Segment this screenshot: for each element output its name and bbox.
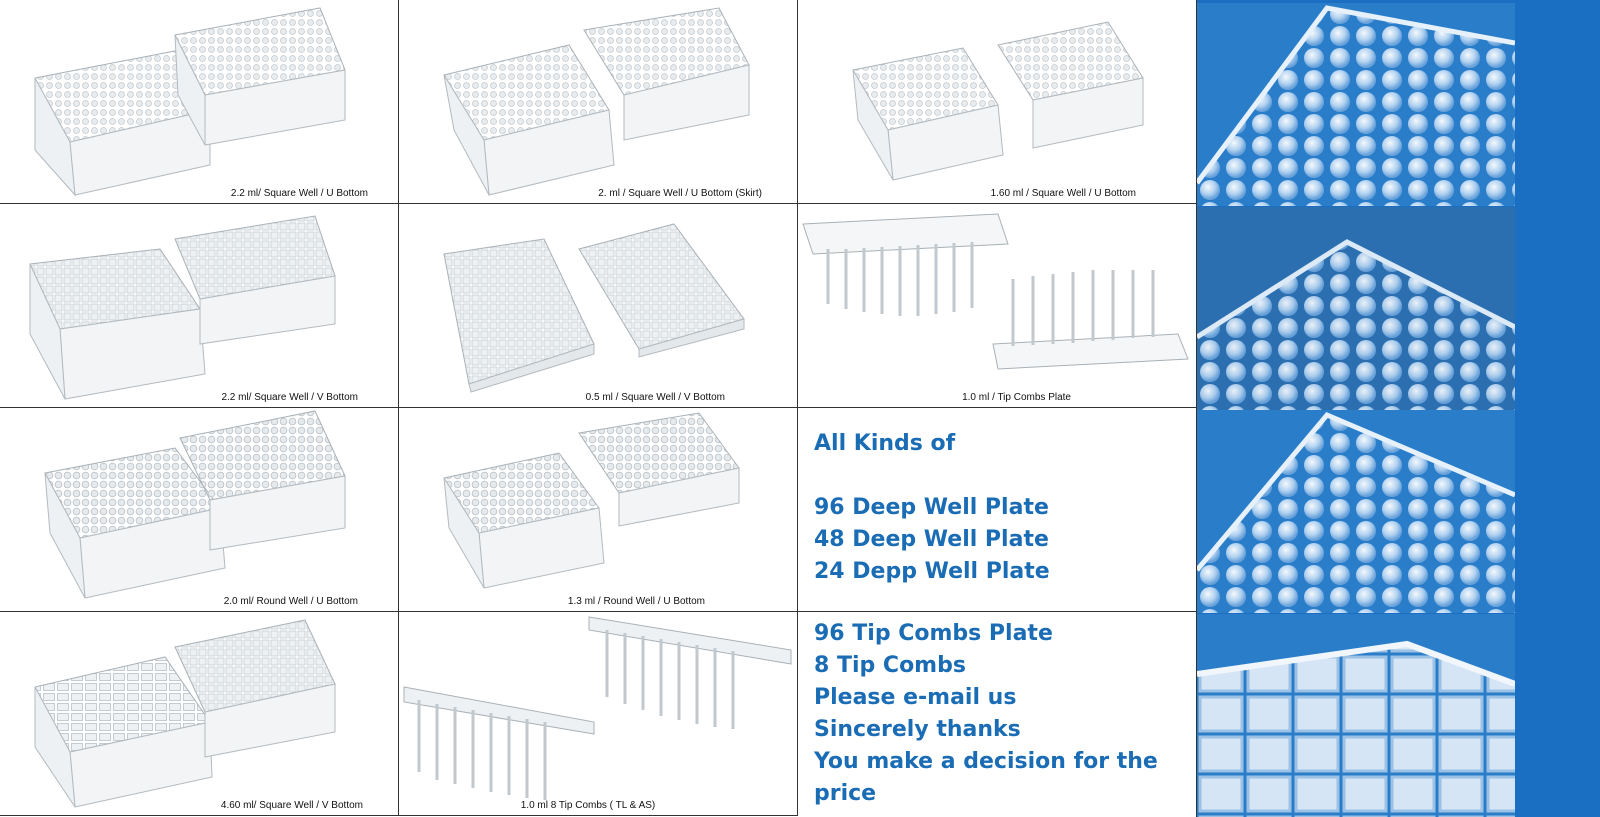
- product-caption: 1.0 ml 8 Tip Combs ( TL & AS): [520, 800, 656, 811]
- promo-line: 96 Tip Combs Plate: [814, 621, 1053, 646]
- promo-text-block-1: [798, 408, 1197, 612]
- deep-well-plate-image: [399, 408, 797, 611]
- promo-line: You make a decision for the price: [814, 749, 1158, 806]
- product-caption: 4.60 ml/ Square Well / V Bottom: [220, 800, 363, 811]
- well-closeup-photo: [1197, 3, 1515, 206]
- deep-well-plate-image: [0, 612, 398, 815]
- product-cell[interactable]: [0, 204, 399, 408]
- well-closeup-photo-graphic: [1197, 410, 1515, 613]
- product-caption: 2.2 ml/ Square Well / U Bottom: [230, 188, 368, 199]
- product-cell[interactable]: [399, 408, 798, 612]
- well-closeup-photo: [1197, 207, 1515, 410]
- product-cell[interactable]: [798, 204, 1197, 408]
- promo-line: 24 Depp Well Plate: [814, 559, 1050, 584]
- product-cell[interactable]: [399, 612, 798, 816]
- deep-well-plate-image: [399, 0, 797, 203]
- promo-text-block-2: [798, 612, 1197, 817]
- deep-well-plate-image: [0, 204, 398, 407]
- well-closeup-photo: [1197, 614, 1515, 817]
- deep-well-plate-image: [0, 408, 398, 611]
- promo-line: 48 Deep Well Plate: [814, 527, 1049, 552]
- deep-well-plate-image: [798, 0, 1196, 203]
- product-caption: 0.5 ml / Square Well / V Bottom: [585, 392, 725, 403]
- product-caption: 2. ml / Square Well / U Bottom (Skirt): [598, 188, 762, 199]
- promo-line: Sincerely thanks: [814, 717, 1021, 742]
- product-cell[interactable]: [0, 408, 399, 612]
- promo-line: All Kinds of: [814, 431, 956, 456]
- well-closeup-photo-graphic: [1197, 207, 1515, 410]
- promo-line: [798, 460, 1196, 492]
- product-caption: 1.3 ml / Round Well / U Bottom: [567, 596, 705, 607]
- promo-line: 8 Tip Combs: [814, 653, 966, 678]
- deep-well-plate-image: [399, 204, 797, 407]
- deep-well-plate-image: [0, 0, 398, 203]
- product-caption: 1.0 ml / Tip Combs Plate: [962, 392, 1071, 403]
- product-cell[interactable]: [0, 0, 399, 204]
- well-closeup-photo-graphic: [1197, 3, 1515, 206]
- product-cell[interactable]: [0, 612, 399, 816]
- well-closeup-photo: [1197, 410, 1515, 613]
- well-closeup-photo-graphic: [1197, 614, 1515, 817]
- promo-line: Please e-mail us: [814, 685, 1017, 710]
- tip-combs-image: [399, 612, 797, 815]
- tip-combs-image: [798, 204, 1196, 407]
- product-cell[interactable]: [798, 0, 1197, 204]
- product-caption: 2.2 ml/ Square Well / V Bottom: [221, 392, 358, 403]
- promo-line: 96 Deep Well Plate: [814, 495, 1049, 520]
- product-cell[interactable]: [399, 204, 798, 408]
- product-caption: 1.60 ml / Square Well / U Bottom: [990, 188, 1136, 199]
- product-caption: 2.0 ml/ Round Well / U Bottom: [223, 596, 358, 607]
- product-cell[interactable]: [399, 0, 798, 204]
